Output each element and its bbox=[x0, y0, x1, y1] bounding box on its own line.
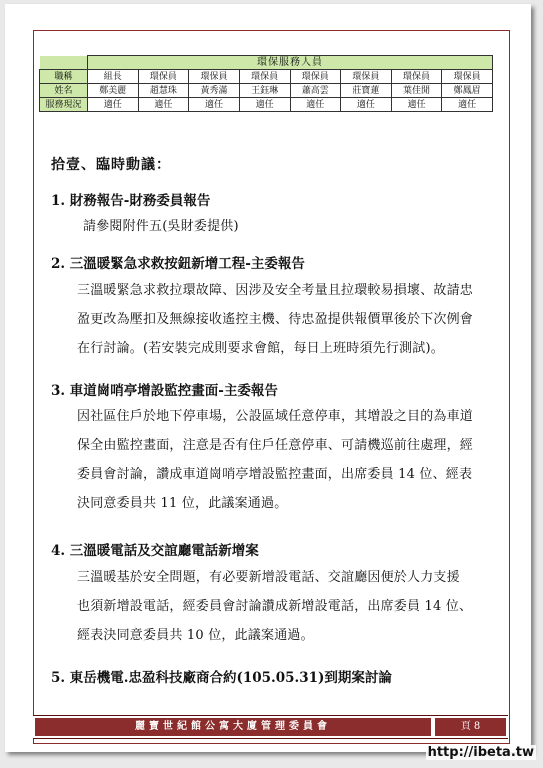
table-cell: 鄭鳳眉 bbox=[442, 84, 493, 98]
body-line: 盈更改為壓扣及無線接收遙控主機、待忠盈提供報價單後於下次例會 bbox=[77, 312, 474, 327]
item-body bbox=[77, 276, 517, 363]
table-cell: 適任 bbox=[239, 98, 290, 112]
table-cell: 適任 bbox=[442, 98, 493, 112]
item-heading: 2. 三溫暖緊急求救按鈕新增工程-主委報告 bbox=[51, 256, 305, 272]
item-body bbox=[83, 212, 523, 241]
table-cell: 適任 bbox=[290, 98, 341, 112]
footer-title: 麗寶世紀館公寓大廈管理委員會 bbox=[35, 718, 431, 736]
body-line: 因社區住戶於地下停車場，公設區域任意停車，其增設之目的為車道 bbox=[77, 409, 474, 424]
body-line: 三溫暖基於安全問題，有必要新增設電話、交誼廳因便於人力支援 bbox=[77, 570, 460, 585]
page-number: 頁 8 bbox=[435, 718, 506, 736]
table-cell: 王鈺琳 bbox=[239, 84, 290, 98]
row-label: 服務現況 bbox=[40, 98, 88, 112]
body-line: 經表決同意委員共 10 位，此議案通過。 bbox=[77, 628, 314, 643]
table-cell: 適任 bbox=[189, 98, 240, 112]
table-cell: 蕭高雲 bbox=[290, 84, 341, 98]
table-cell: 環保員 bbox=[341, 70, 392, 84]
table-cell: 適任 bbox=[391, 98, 442, 112]
page-footer bbox=[33, 715, 508, 739]
body-line: 也須新增設電話，經委員會討論讚成新增設電話，出席委員 14 位、 bbox=[77, 599, 473, 614]
body-line: 決同意委員共 11 位，此議案通過。 bbox=[77, 496, 288, 511]
item-heading: 5. 東岳機電.忠盈科技廠商合約(105.05.31)到期案討論 bbox=[51, 670, 392, 686]
table-row bbox=[40, 70, 493, 84]
row-label: 姓名 bbox=[40, 84, 88, 98]
body-line: 請參閱附件五(吳財委提供) bbox=[83, 219, 239, 234]
item-heading: 3. 車道崗哨亭增設監控畫面-主委報告 bbox=[51, 383, 278, 399]
table-cell: 環保員 bbox=[290, 70, 341, 84]
body-line: 委員會討論，讚成車道崗哨亭增設監控畫面，出席委員 14 位、經表 bbox=[77, 467, 473, 482]
table-cell: 適任 bbox=[88, 98, 139, 112]
item-body bbox=[77, 402, 517, 518]
staff-table-title: 環保服務人員 bbox=[88, 56, 493, 70]
table-cell: 適任 bbox=[341, 98, 392, 112]
table-cell: 莊寶蓮 bbox=[341, 84, 392, 98]
table-cell: 組長 bbox=[88, 70, 139, 84]
table-cell: 趙慧珠 bbox=[138, 84, 189, 98]
table-cell: 環保員 bbox=[391, 70, 442, 84]
table-corner-cell bbox=[40, 56, 88, 70]
body-line: 保全由監控畫面，注意是否有住戶任意停車、可請機巡前往處理，經 bbox=[77, 438, 474, 453]
table-cell: 葉佳閒 bbox=[391, 84, 442, 98]
watermark: http://ibeta.tw bbox=[427, 745, 534, 760]
table-row bbox=[40, 84, 493, 98]
item-heading: 4. 三溫暖電話及交誼廳電話新增案 bbox=[51, 543, 259, 559]
row-label: 職稱 bbox=[40, 70, 88, 84]
table-cell: 環保員 bbox=[138, 70, 189, 84]
item-heading: 1. 財務報告-財務委員報告 bbox=[51, 193, 211, 209]
item-body bbox=[77, 563, 517, 650]
table-cell: 黃秀滿 bbox=[189, 84, 240, 98]
body-line: 在行討論。(若安裝完成則要求會館，每日上班時須先行測試)。 bbox=[77, 341, 444, 356]
document-page bbox=[5, 4, 531, 752]
staff-table bbox=[39, 55, 493, 112]
body-line: 三溫暖緊急求救拉環故障、因涉及安全考量且拉環較易損壞、故請忠 bbox=[77, 283, 474, 298]
table-cell: 環保員 bbox=[189, 70, 240, 84]
table-cell: 適任 bbox=[138, 98, 189, 112]
table-row bbox=[40, 98, 493, 112]
table-cell: 環保員 bbox=[239, 70, 290, 84]
table-cell: 鄭美麗 bbox=[88, 84, 139, 98]
section-title: 拾壹、臨時動議： bbox=[51, 157, 171, 173]
table-cell: 環保員 bbox=[442, 70, 493, 84]
